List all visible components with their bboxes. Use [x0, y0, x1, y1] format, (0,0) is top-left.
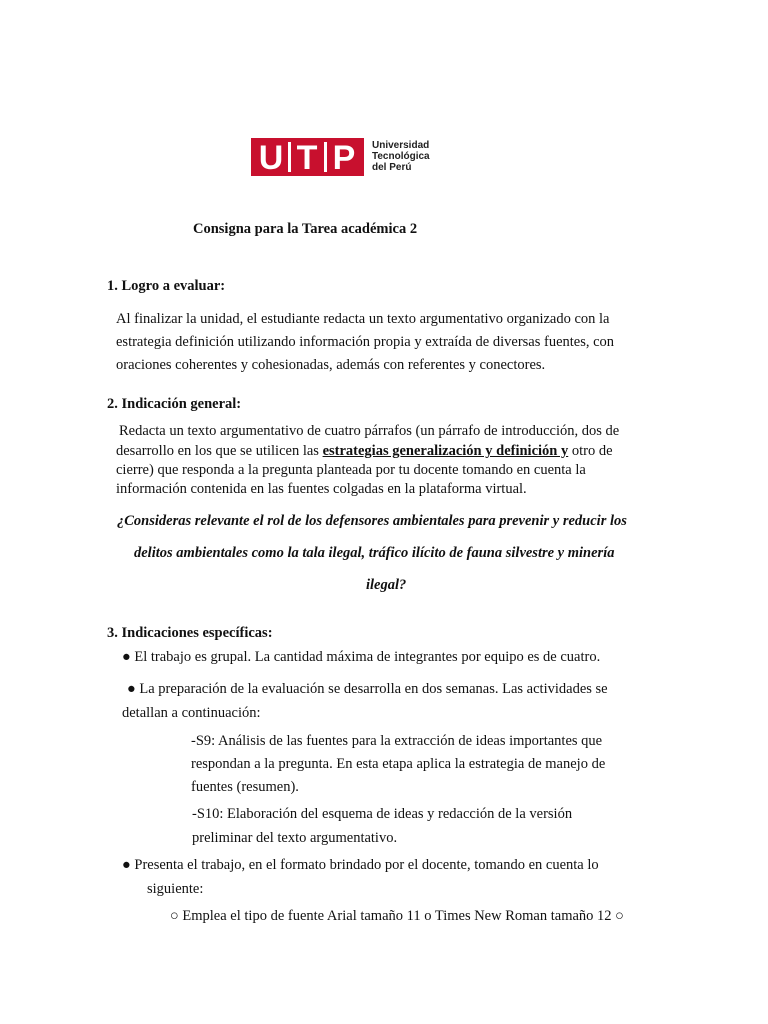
section-2-line: cierre) que responda a la pregunta planteada por tu docente tomando en cuenta la [116, 462, 586, 478]
bullet-item-continuation: siguiente: [147, 881, 204, 897]
sub-bullet-item: ○ Emplea el tipo de fuente Arial tamaño 11 o Times New Roman tamaño 12 ○ [170, 908, 624, 924]
activity-s10-line: preliminar del texto argumentativo. [192, 830, 398, 846]
section-2-heading: 2. Indicación general: [107, 396, 242, 412]
bullet-item: ● Presenta el trabajo, en el formato brindado por el docente, tomando en cuenta lo [122, 857, 599, 873]
logo-letter-p: P [332, 139, 356, 177]
activity-s9-line: -S9: Análisis de las fuentes para la extracción de ideas importantes que [191, 733, 603, 749]
logo-letter-u: U [258, 139, 284, 177]
document-title: Consigna para la Tarea académica 2 [193, 221, 418, 237]
section-2-text: otro de [571, 443, 613, 459]
activity-s9-line: respondan a la pregunta. En esta etapa aplica la estrategia de manejo de [191, 756, 606, 772]
logo-line: del Perú [372, 162, 412, 173]
bullet-item: ● La preparación de la evaluación se desarrolla en dos semanas. Las actividades se [127, 681, 608, 697]
section-1-heading: 1. Logro a evaluar: [107, 278, 226, 294]
logo-line: Universidad [372, 140, 430, 151]
activity-s10-line: -S10: Elaboración del esquema de ideas y redacción de la versión [192, 806, 573, 822]
emphasized-strategies: estrategias generalización y definición y [322, 443, 569, 459]
section-3-heading: 3. Indicaciones específicas: [107, 625, 273, 641]
activity-s9-line: fuentes (resumen). [191, 779, 299, 795]
logo-separator [288, 142, 291, 172]
guiding-question-line: ilegal? [366, 577, 407, 593]
guiding-question-line: delitos ambientales como la tala ilegal, tráfico ilícito de fauna silvestre y minería [134, 545, 615, 561]
section-2-line: información contenida en las fuentes colgadas en la plataforma virtual. [116, 481, 527, 497]
bullet-item: ● El trabajo es grupal. La cantidad máxima de integrantes por equipo es de cuatro. [122, 649, 601, 665]
bullet-item-continuation: detallan a continuación: [122, 705, 261, 721]
section-1-line: Al finalizar la unidad, el estudiante redacta un texto argumentativo organizado con la [116, 311, 610, 327]
utp-logo-mark [251, 138, 364, 176]
utp-logo-text [372, 140, 430, 173]
section-2-text: desarrollo en los que se utilicen las [116, 443, 319, 459]
section-1-line: estrategia definición utilizando información propia y extraída de diversas fuentes, con [116, 334, 615, 350]
logo-line: Tecnológica [372, 151, 430, 162]
section-2-line: Redacta un texto argumentativo de cuatro párrafos (un párrafo de introducción, dos de [119, 423, 620, 439]
guiding-question-line: ¿Consideras relevante el rol de los defensores ambientales para prevenir y reducir los [117, 513, 627, 529]
logo-letter-t: T [296, 139, 318, 177]
logo-separator [324, 142, 327, 172]
section-1-line: oraciones coherentes y cohesionadas, además con referentes y conectores. [116, 357, 546, 373]
